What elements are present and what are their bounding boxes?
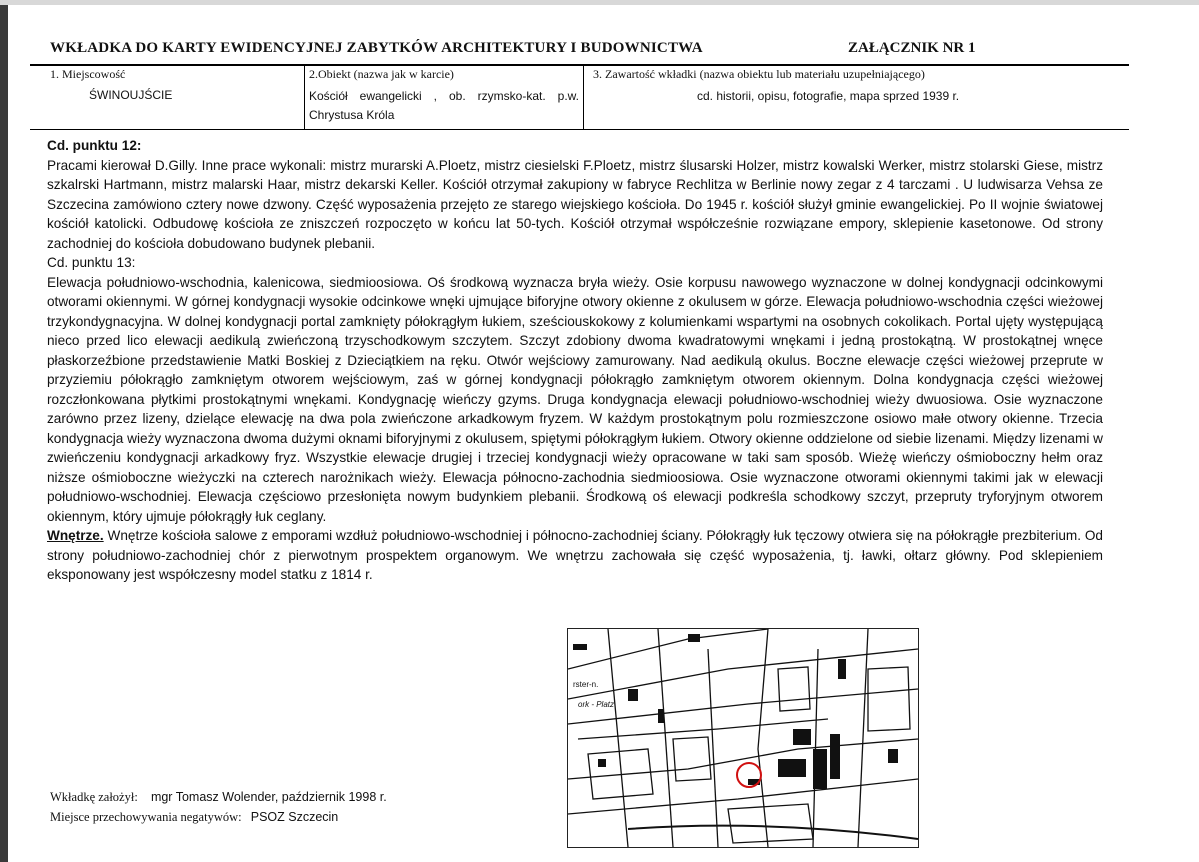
author-value: mgr Tomasz Wolender, październik 1998 r. [150,790,387,804]
map-label-2: ork - Platz [578,700,615,709]
scan-edge-left [0,0,8,862]
object-value-line2: Chrystusa Króla [309,108,395,122]
locality-value: ŚWINOUJŚCIE [89,88,173,102]
paragraph-12: Pracami kierował D.Gilly. Inne prace wykonali: mistrz murarski A.Ploetz, mistrz ciesielski F.Ploetz, mistrz ślusarski Holzer, mistrz kowalski Werker, mistrz stolarski Giese, mistrz szkalrski Hartmann, mistrz malarski Haar, mistrz dekarski Keller. Kościół otrzymał zakupiony w fabryce Rechlitza w Berlinie nowy zegar z 4 tarczami . U ludwisarza Vehsa ze Szczecina zamówiono cztery nowe dzwony. Część wyposażenia przejęto ze starego wiejskiego kościoła. Do 1945 r. kościół służył gminie ewangelickiej. Po II wojnie światowej kościół katolicki. Odbudowę kościoła ze zniszczeń rozpoczęto w końcu lat 50-tych. Kościół otrzymał współcześnie rozwiązane empory, sklepienie kasetonowe. Od strony zachodniej do kościoła dobudowano budynek plebanii. [47,157,1103,251]
storage-value: PSOZ Szczecin [250,810,339,824]
object-label: 2.Obiekt (nazwa jak w karcie) [309,67,454,81]
table-divider-2 [583,65,584,129]
map-label-1: rster-n. [573,680,599,689]
annex-number: ZAŁĄCZNIK NR 1 [848,40,976,56]
storage-label: Miejsce przechowywania negatywów: [50,810,242,824]
contents-label: 3. Zawartość wkładki (nazwa obiektu lub materiału uzupełniającego) [593,67,925,81]
paragraph-13: Elewacja południowo-wschodnia, kalenicowa, siedmioosiowa. Oś środkową wyznacza bryła wieży. Osie korpusu nawowego wyznaczone w dolnej kondygnacji odcinkowymi otworami okiennymi. W górnej kondygnacji wysokie odcinkowe wnęki ujmujące biforyjne otwory okienne z okulusem w górze. Elewacja południowo-wschodnia części wieżowej trzykondygnacyjna. W dolnej kondygnacji portal zamknięty półokrągłym łukiem, sześciouskokowy z kolumienkami wspartymi na osobnych cokolikach. Portal ujęty występującą nieco przed lico elewacji aedikulą zwieńczoną trzyschodkowym szczytem. Szczyt zdobiony dwoma kwadratowymi wnękami i jedną prostokątną. W prostokątnej wnęce płaskorzeźbione przedstawienie Matki Boskiej z Dzieciątkiem na ręku. Otwór wejściowy zamurowany. Nad aedikulą okulus. Boczne elewacje części wieżowej przeprute w przyziemiu półokrągło zamkniętym otworem wejściowym, zaś w górnej kondygnacji półokrągło zamkniętym otworem okiennym. Dolna kondygnacja części wieżowej rozczłonkowana płytkimi prostokątnymi wnękami. Kondygnację wieńczy gzyms. Druga kondygnacja elewacji południowo-wschodniej wieży dwuosiowa. Osie wyznaczone zarówno przez lizeny, dzielące elewację na dwa pola zwieńczone arkadkowym fryzem. W każdym prostokątnym polu rozmieszczone osiowo małe otwory okienne. Trzecia kondygnacja wieży wyznaczona dwoma dużymi oknami biforyjnymi z okulusem, spiętymi półokrągłym łukiem. Otwory okienne oddzielone od siebie lizenami. Między lizenami w zwieńczeniu kondygnacji arkadkowy fryz. Wszystkie elewacje drugiej i trzeciej kondygnacji wieży opracowane w taki sam sposób. Wieżę wieńczy ośmioboczny hełm oraz niższe ośmioboczne wieżyczki na czterech narożnikach wieży. Elewacja północno-zachodnia siedmioosiowa. Osie wyznaczone otworami okiennymi takimi jak w elewacji południowo-wschodniej. Elewacja częściowo przesłonięta nowym budynkiem plebanii. Środkową oś elewacji podkreśla schodkowy szczyt, przepruty tryforyjnym otworem okiennym, który ujmuje półokrągły łuk ceglany. [47,274,1103,524]
storage-line [50,810,338,825]
author-label: Wkładkę założył: [50,790,138,804]
paragraph-interior [47,526,1103,585]
table-top-rule [30,64,1129,66]
interior-heading: Wnętrze. [47,528,104,543]
scan-edge-top [0,0,1199,5]
object-value-line1: Kościół ewangelicki , ob. rzymsko-kat. p.w. [309,89,579,103]
section-heading-12: Cd. punktu 12: [47,138,142,153]
table-bottom-rule [30,129,1129,130]
table-divider-1 [304,65,305,129]
contents-value: cd. historii, opisu, fotografie, mapa sprzed 1939 r. [697,89,960,103]
document-body [47,136,1103,585]
section-heading-13: Cd. punktu 13: [47,255,136,270]
locality-label: 1. Miejscowość [50,67,126,81]
historical-map-image [567,628,919,848]
document-title: WKŁADKA DO KARTY EWIDENCYJNEJ ZABYTKÓW ARCHITEKTURY I BUDOWNICTWA [50,40,703,56]
author-line [50,790,387,805]
interior-text: Wnętrze kościoła salowe z emporami wzdłuż południowo-wschodniej i północno-zachodniej ściany. Półokrągły łuk tęczowy otwiera się na półokrągłe prezbiterium. Od strony południowo-zachodniej chór z pierwotnym prospektem organowym. We wnętrzu zachowała się część wyposażenia, tj. ławki, ołtarz główny. Pod sklepieniem eksponowany jest współczesny model statku z 1814 r. [47,528,1103,582]
map-drawing [568,629,918,847]
